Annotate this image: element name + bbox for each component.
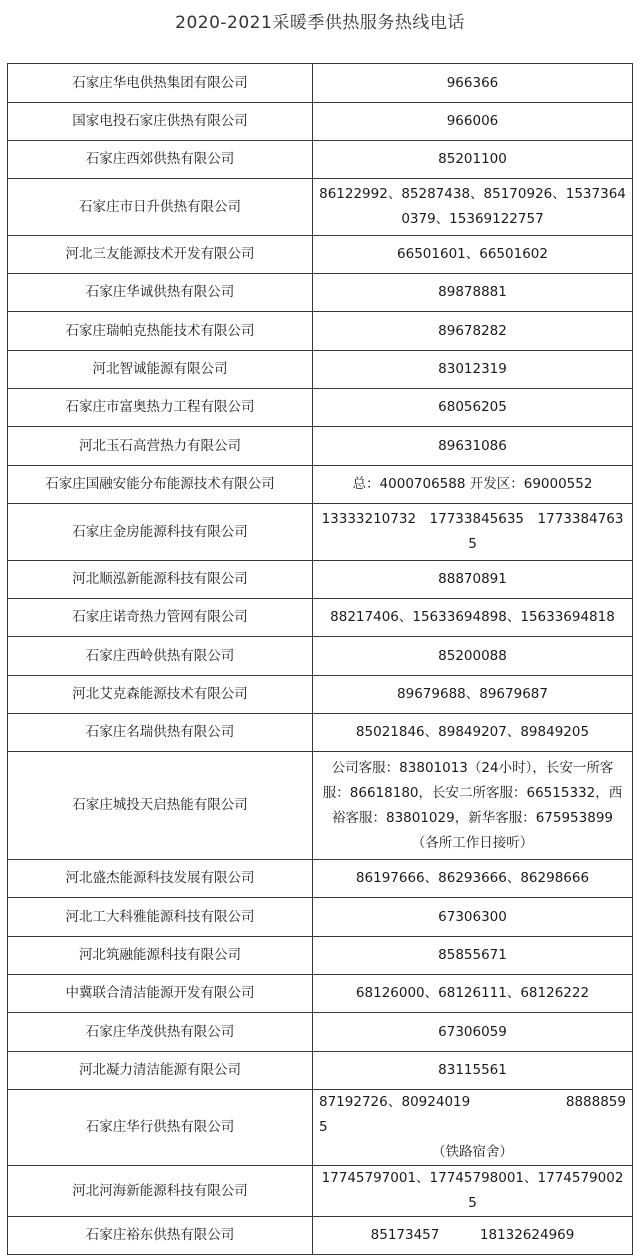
company-name: 石家庄西岭供热有限公司 [8,637,313,676]
company-name: 石家庄金房能源科技有限公司 [8,504,313,561]
table-row [8,236,633,274]
company-name: 河北三友能源技术开发有限公司 [8,236,313,274]
company-name: 中冀联合清洁能源开发有限公司 [8,975,313,1013]
phone-number: 85855671 [313,937,633,975]
phone-number: 85200088 [313,637,633,676]
company-name: 河北智诚能源有限公司 [8,351,313,389]
table-row [8,1052,633,1090]
table-row [8,1166,633,1217]
table-row [8,637,633,676]
company-name: 石家庄国融安能分布能源技术有限公司 [8,466,313,504]
phone-number: 966006 [313,103,633,141]
table-row [8,714,633,752]
company-name: 河北河海新能源科技有限公司 [8,1166,313,1217]
phone-number: 83012319 [313,351,633,389]
company-name: 河北艾克森能源技术有限公司 [8,676,313,714]
company-name: 石家庄华行供热有限公司 [8,1090,313,1166]
phone-note: （铁路宿舍） [432,1144,513,1160]
company-name: 石家庄瑞帕克热能技术有限公司 [8,312,313,351]
company-name: 国家电投石家庄供热有限公司 [8,103,313,141]
table-row [8,274,633,312]
company-name: 河北顺泓新能源科技有限公司 [8,561,313,599]
table-row [8,389,633,427]
phone-number: 89878881 [313,274,633,312]
table-row [8,975,633,1013]
table-row [8,141,633,179]
phone-number: 总：4000706588 开发区：69000552 [313,466,633,504]
company-name: 石家庄市日升供热有限公司 [8,179,313,236]
phone-number: 85173457 18132624969 [313,1217,633,1255]
table-row [8,351,633,389]
table-row [8,898,633,937]
company-name: 河北凝力清洁能源有限公司 [8,1052,313,1090]
table-row [8,466,633,504]
page-title: 2020-2021采暖季供热服务热线电话 [175,13,465,33]
phone-number: 67306300 [313,898,633,937]
table-row [8,1090,633,1166]
table-row [8,1013,633,1052]
table-row [8,312,633,351]
phone-number: 89631086 [313,427,633,466]
table-row [8,179,633,236]
company-name: 石家庄华电供热集团有限公司 [8,64,313,103]
company-name: 河北筑融能源科技有限公司 [8,937,313,975]
company-name: 石家庄裕东供热有限公司 [8,1217,313,1255]
table-row [8,504,633,561]
phone-number: 89678282 [313,312,633,351]
company-name: 石家庄诺奇热力管网有限公司 [8,599,313,637]
phone-number: 88217406、15633694898、15633694818 [313,599,633,637]
phone-number: 公司客服：83801013（24小时），长安一所客服：86618180，长安二所客服：66515332，西裕客服：83801029，新华客服：675953899（各所工作日接听） [313,752,633,860]
phone-number: 86197666、86293666、86298666 [313,860,633,898]
table-row [8,860,633,898]
phone-number: 85021846、89849207、89849205 [313,714,633,752]
company-name: 石家庄西郊供热有限公司 [8,141,313,179]
table-row [8,1217,633,1255]
company-name: 河北盛杰能源科技发展有限公司 [8,860,313,898]
company-name: 河北工大科雅能源科技有限公司 [8,898,313,937]
table-row [8,427,633,466]
table-row [8,64,633,103]
company-name: 河北玉石高营热力有限公司 [8,427,313,466]
company-name: 石家庄市富奥热力工程有限公司 [8,389,313,427]
table-row [8,103,633,141]
table-row [8,561,633,599]
phone-number: 66501601、66501602 [313,236,633,274]
phone-number: 88870891 [313,561,633,599]
table-row [8,599,633,637]
phone-number: 83115561 [313,1052,633,1090]
company-name: 石家庄名瑞供热有限公司 [8,714,313,752]
table-row [8,676,633,714]
company-name: 石家庄城投天启热能有限公司 [8,752,313,860]
table-row [8,937,633,975]
phone-line: 87192726、80924019 88888595 [319,1094,626,1135]
phone-number: 68056205 [313,389,633,427]
phone-number: 966366 [313,64,633,103]
phone-number: 89679688、89679687 [313,676,633,714]
phone-number [313,1090,633,1166]
phone-number: 17745797001、17745798001、17745790025 [313,1166,633,1217]
phone-number: 85201100 [313,141,633,179]
phone-number: 13333210732 17733845635 17733847635 [313,504,633,561]
table-row [8,752,633,860]
company-name: 石家庄华茂供热有限公司 [8,1013,313,1052]
phone-number: 67306059 [313,1013,633,1052]
phone-number: 86122992、85287438、85170926、15373640379、15369122757 [313,179,633,236]
hotline-table [7,63,633,1255]
phone-number: 68126000、68126111、68126222 [313,975,633,1013]
company-name: 石家庄华诚供热有限公司 [8,274,313,312]
